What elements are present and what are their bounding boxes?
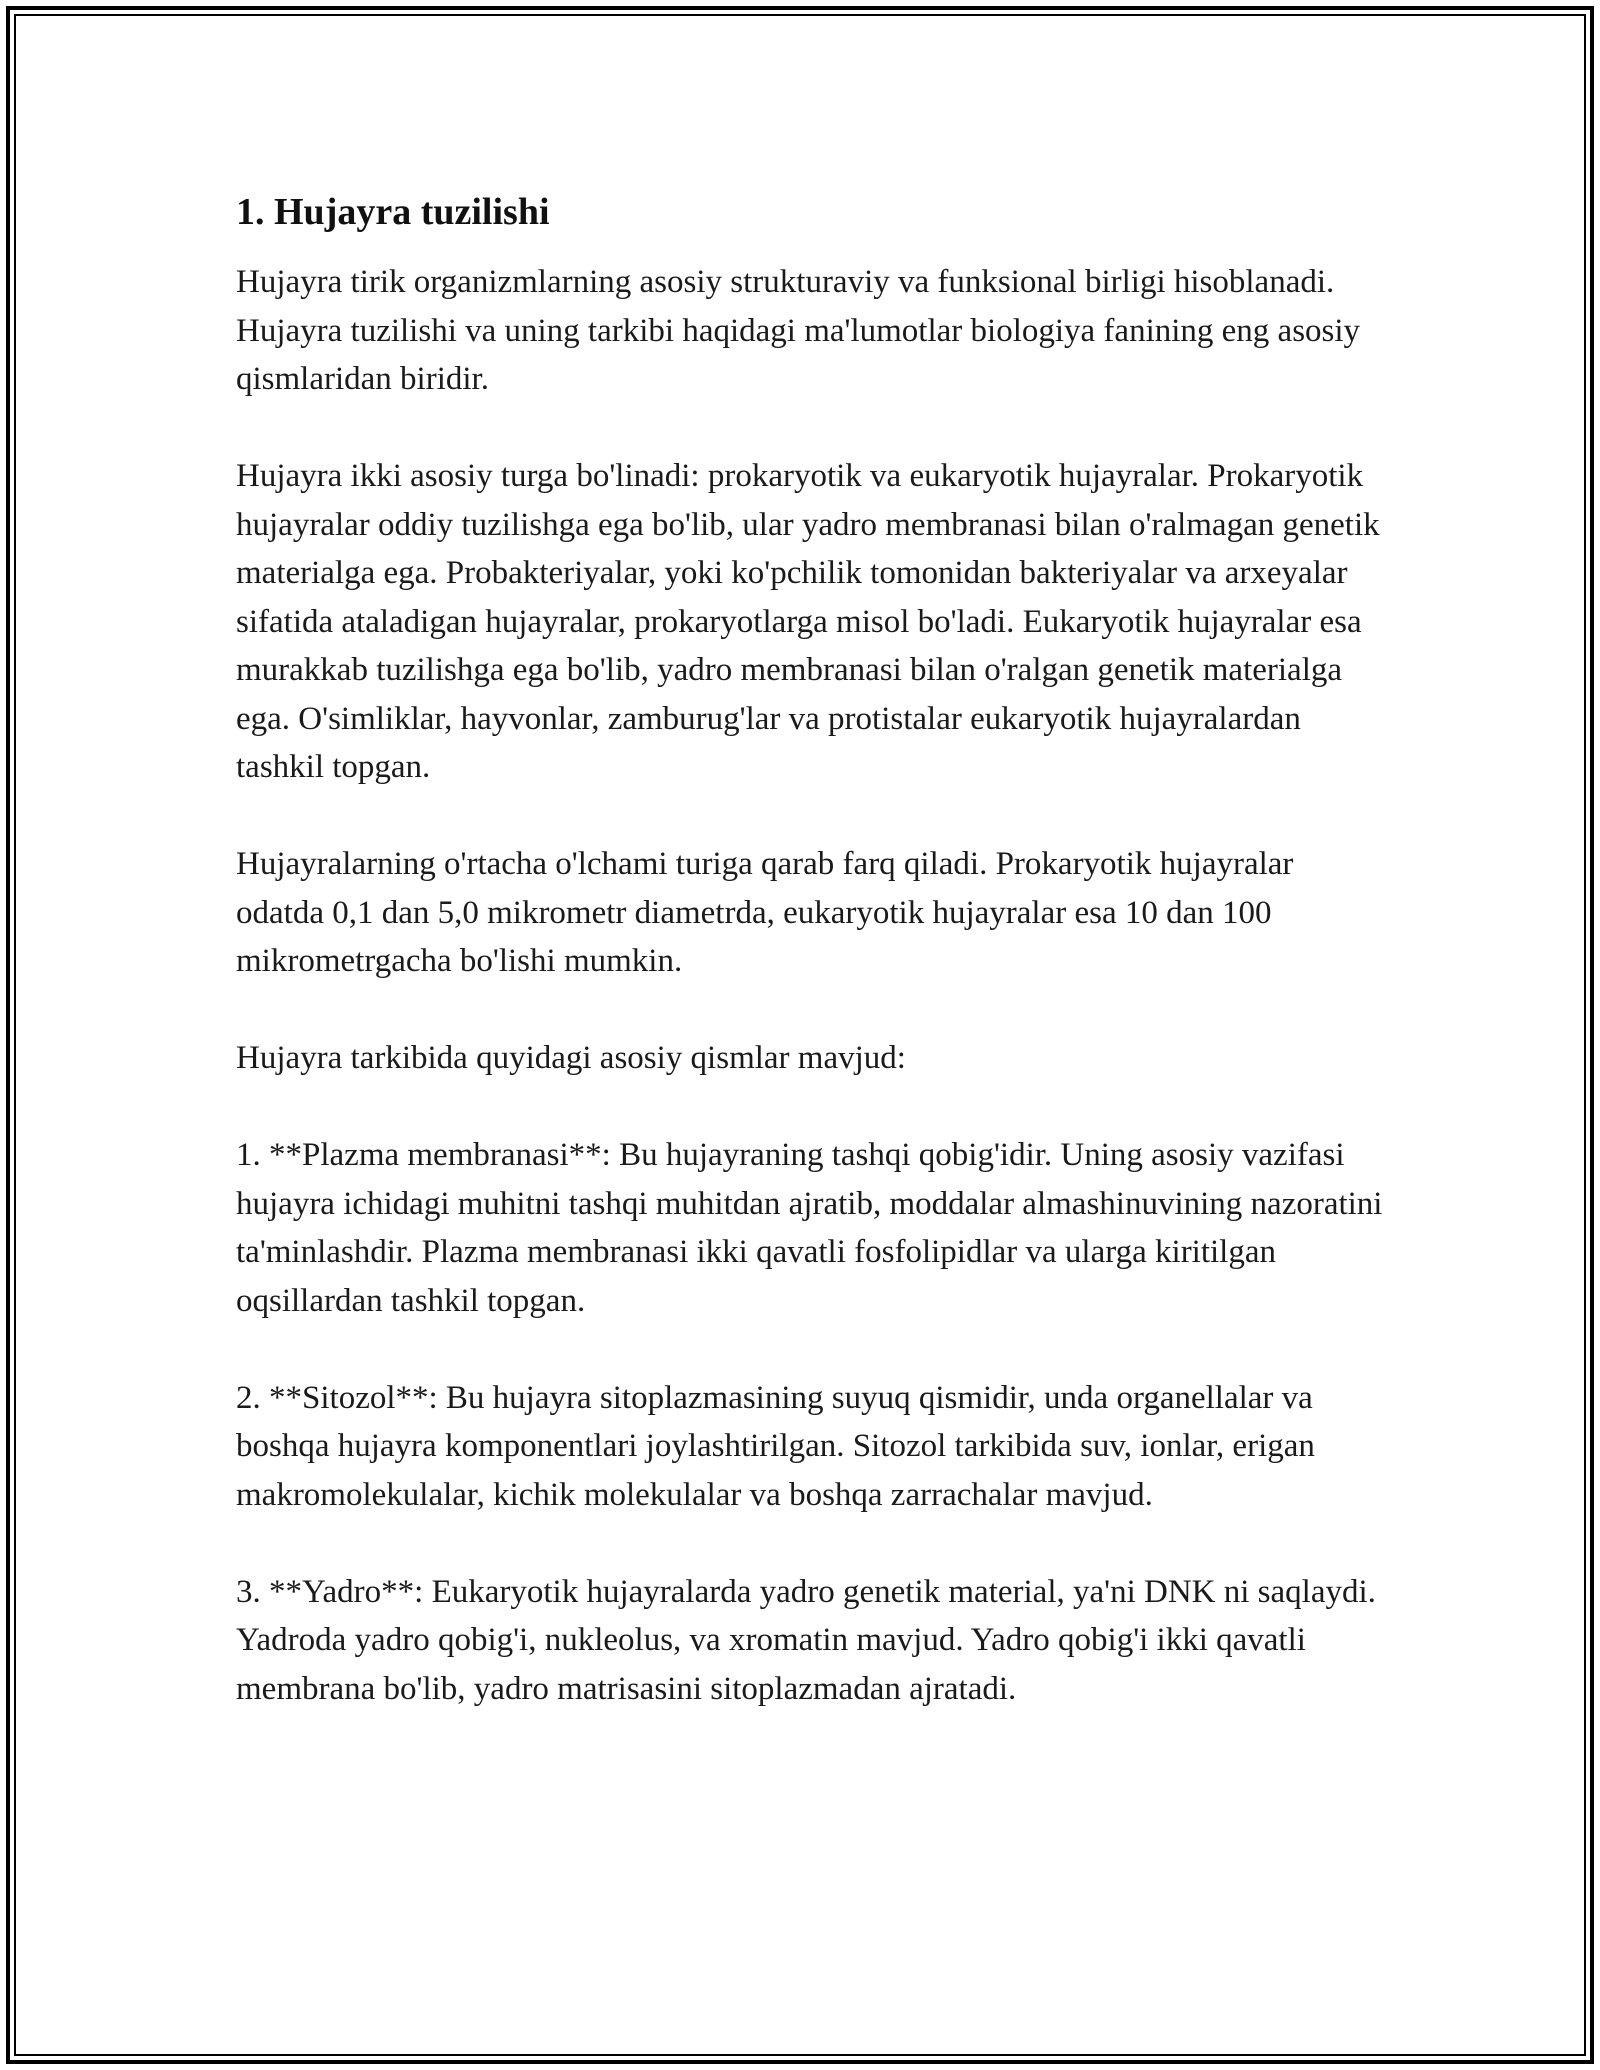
paragraph-components-intro: Hujayra tarkibida quyidagi asosiy qismlar mavjud:	[236, 1040, 906, 1076]
section-heading: 1. Hujayra tuzilishi	[236, 191, 550, 233]
paragraph-cell-size: Hujayralarning o'rtacha o'lchami turiga qarab farq qiladi. Prokaryotik hujayralar odatda 0,1 dan 5,0 mikrometr diametrda, eukaryotik hujayralar esa 10 dan 100 mikrometrgacha bo'lishi mumkin.	[236, 846, 1294, 979]
paragraph-intro: Hujayra tirik organizmlarning asosiy strukturaviy va funksional birligi hisoblanadi. Hujayra tuzilishi va uning tarkibi haqidagi ma'lumotlar biologiya fanining eng asosiy qismlaridan biridir.	[236, 264, 1361, 397]
document-body	[236, 186, 1386, 1762]
paragraph-cell-types: Hujayra ikki asosiy turga bo'linadi: prokaryotik va eukaryotik hujayralar. Prokaryotik hujayralar oddiy tuzilishga ega bo'lib, ular yadro membranasi bilan o'ralmagan genetik materialga ega. Probakteriyalar, yoki ko'pchilik tomonidan bakteriyalar va arxeyalar sifatida ataladigan hujayralar, prokaryotlarga misol bo'ladi. Eukaryotik hujayralar esa murakkab tuzilishga ega bo'lib, yadro membranasi bilan o'ralgan genetik materialga ega. O'simliklar, hayvonlar, zamburug'lar va protistalar eukaryotik hujayralardan tashkil topgan.	[236, 458, 1380, 785]
list-item-nucleus: 3. **Yadro**: Eukaryotik hujayralarda yadro genetik material, ya'ni DNK ni saqlaydi. Yadroda yadro qobig'i, nukleolus, va xromatin mavjud. Yadro qobig'i ikki qavatli membrana bo'lib, yadro matrisasini sitoplazmadan ajratadi.	[236, 1573, 1376, 1707]
list-item-cytosol: 2. **Sitozol**: Bu hujayra sitoplazmasining suyuq qismidir, unda organellalar va boshqa hujayra komponentlari joylashtirilgan. Sitozol tarkibida suv, ionlar, erigan makromolekulalar, kichik molekulalar va boshqa zarrachalar mavjud.	[236, 1379, 1315, 1513]
list-item-plasma-membrane: 1. **Plazma membranasi**: Bu hujayraning tashqi qobig'idir. Uning asosiy vazifasi hujayra ichidagi muhitni tashqi muhitdan ajratib, moddalar almashinuvining nazoratini ta'minlashdir. Plazma membranasi ikki qavatli fosfolipidlar va ularga kiritilgan oqsillardan tashkil topgan.	[236, 1137, 1383, 1319]
